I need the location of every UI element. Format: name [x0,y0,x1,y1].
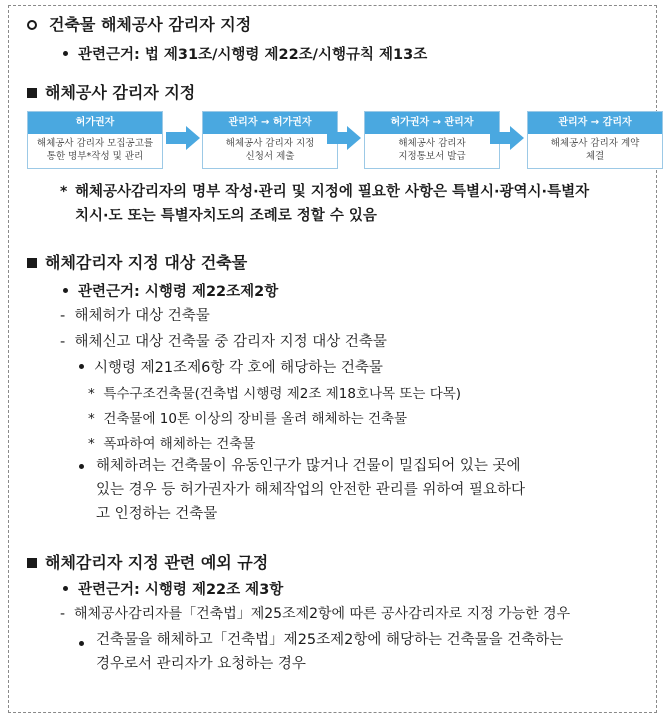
section2-sub-item-1: * 특수구조건축물(건축법 시행령 제2조 제18호나목 또는 다목) [88,386,462,402]
flow-arrow-icon [327,126,361,150]
flow-arrow-icon [490,126,524,150]
section0-basis: 관련근거: 법 제31조/시행령 제22조/시행규칙 제13조 [63,43,427,64]
section2-basis: 관련근거: 시행령 제22조제2항 [63,280,278,301]
section2-bullet-2: 해체하려는 건축물이 유동인구가 많거나 건물이 밀집되어 있는 곳에 있는 경우 등 허가권자가 해체작업의 안전한 관리를 위하여 필요하다 고 인정하는 건축물 [96,458,526,522]
section1-heading: 해체공사 감리자 지정 [27,80,195,103]
section3-dash-item-1: - 해체공사감리자를「건축법」제25조제2항에 따른 공사감리자로 지정 가능한 경우 [60,606,571,622]
flow-step-3-head: 허가권자 → 관리자 [365,112,499,134]
section3-bullet-1-marker [79,637,94,653]
flow-step-2-head: 관리자 → 허가권자 [203,112,337,134]
section1-note: 해체공사감리자의 명부 작성·관리 및 지정에 필요한 사항은 특별시·광역시·특별자 치시·도 또는 특별자치도의 조례로 정할 수 있음 [75,184,590,224]
square-bullet-icon [27,558,37,568]
section3-heading: 해체감리자 지정 관련 예외 규정 [27,550,268,573]
section2-sub-item-2: * 건축물에 10톤 이상의 장비를 올려 해체하는 건축물 [88,411,408,427]
bullet-dot-icon [63,51,68,56]
section2-heading: 해체감리자 지정 대상 건축물 [27,250,247,273]
circle-bullet-icon [27,20,37,30]
flow-step-3 [364,111,500,169]
bullet-dot-icon [79,641,84,646]
flow-step-1-head: 허가권자 [28,112,162,134]
flow-arrow-icon [166,126,200,150]
flow-step-1-body: 해체공사 감리자 모집공고를 통한 명부*작성 및 관리 [36,138,154,162]
main-heading: 건축물 해체공사 감리자 지정 [27,12,251,35]
flow-step-3-body: 해체공사 감리자 지정통보서 발급 [398,138,466,162]
bullet-dot-icon [79,464,84,469]
flow-step-2-body: 해체공사 감리자 지정 신청서 제출 [225,138,315,162]
bullet-dot-icon [63,288,68,293]
flow-step-2 [202,111,338,169]
section3-bullet-1: 건축물을 해체하고「건축법」제25조제2항에 해당하는 건축물을 건축하는 경우로서 관리자가 요청하는 경우 [96,632,564,672]
section2-bullet-2-marker [79,460,94,476]
section2-dash-item-1: - 해체허가 대상 건축물 [60,308,210,324]
bullet-dot-icon [79,364,84,369]
section1-note-marker: * [60,184,68,200]
bullet-dot-icon [63,586,68,591]
flow-step-4 [527,111,663,169]
section3-basis: 관련근거: 시행령 제22조 제3항 [63,578,283,599]
section2-bullet-1: 시행령 제21조제6항 각 호에 해당하는 건축물 [79,356,383,377]
square-bullet-icon [27,88,37,98]
section2-sub-item-3: * 폭파하여 해체하는 건축물 [88,436,256,452]
flow-step-1 [27,111,163,169]
flow-step-4-body: 해체공사 감리자 계약 체결 [550,138,640,162]
flow-step-4-head: 관리자 → 감리자 [528,112,662,134]
section2-dash-item-2: - 해체신고 대상 건축물 중 감리자 지정 대상 건축물 [60,334,387,350]
square-bullet-icon [27,258,37,268]
